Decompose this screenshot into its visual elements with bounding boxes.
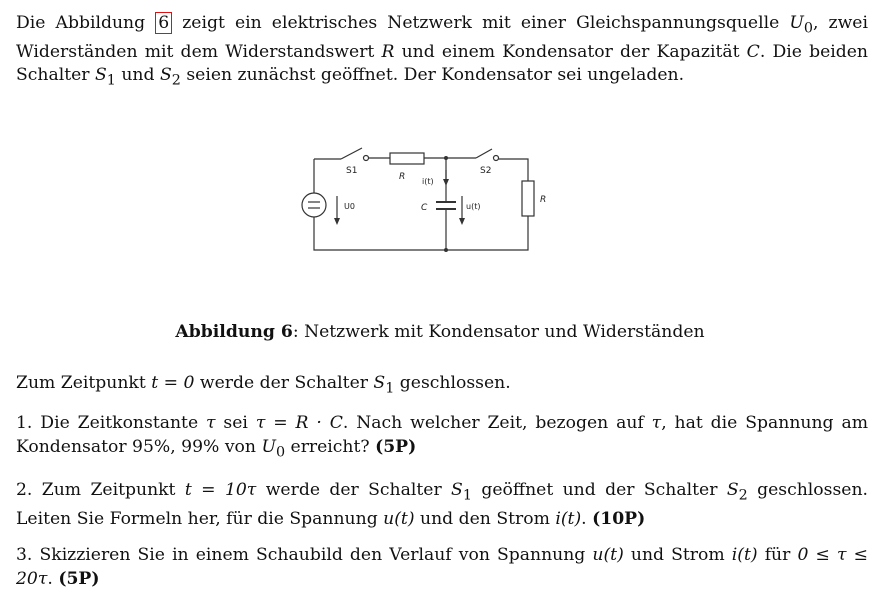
math-expression: u(t) — [592, 545, 624, 565]
intro-text: und einem Kondensator der Kapazität — [394, 41, 747, 62]
math-symbol: R — [381, 41, 395, 62]
math-expression: t = 10τ — [184, 480, 257, 500]
intro-text: zeigt ein elektrisches Netzwerk mit einer Gleichspannungsquelle — [172, 13, 790, 33]
junction-dot-top — [444, 156, 448, 160]
math-symbol: S — [373, 373, 386, 393]
math-symbol: U — [261, 436, 276, 457]
question-text: . Nach welcher Zeit, bezogen auf — [342, 413, 652, 433]
paragraph-text: geschlossen. — [394, 373, 511, 393]
question-text: werde der Schalter — [256, 480, 452, 500]
switch-s1-blade — [341, 148, 362, 159]
switch-s2-contact — [494, 156, 499, 161]
question-text: und den Strom — [414, 508, 556, 529]
math-expression: u(t) — [383, 508, 415, 529]
label-r-top: R — [399, 172, 406, 182]
intro-text: . Die beiden Schalter — [16, 41, 868, 86]
intro-text: , zwei Widerständen mit dem Widerstandswert — [16, 13, 868, 62]
math-symbol: S — [726, 480, 739, 500]
question-1 — [16, 412, 868, 464]
question-text: für — [757, 545, 798, 565]
math-subscript: 1 — [385, 380, 395, 397]
math-expression: τ = R · C — [255, 413, 343, 433]
question-text: und Strom — [623, 545, 732, 565]
figure-reference-link[interactable]: 6 — [155, 12, 172, 34]
points-badge: (5P) — [58, 568, 100, 589]
math-subscript: 2 — [171, 72, 181, 89]
label-s1: S1 — [346, 166, 358, 176]
intro-paragraph — [16, 12, 868, 93]
resistor-right — [522, 181, 534, 216]
question-text: erreicht? — [285, 436, 376, 457]
paragraph-time — [16, 372, 868, 401]
question-2 — [16, 479, 868, 531]
question-text: 1. Die Zeitkonstante — [16, 413, 207, 433]
intro-text: und — [115, 65, 160, 86]
label-current: i(t) — [422, 177, 434, 186]
question-text: geöffnet und der Schalter — [471, 480, 727, 500]
paragraph-text: Zum Zeitpunkt — [16, 373, 152, 393]
resistor-top — [390, 153, 424, 164]
circuit-diagram — [296, 146, 566, 266]
math-symbol: C — [746, 41, 760, 62]
math-subscript: 0 — [803, 20, 813, 37]
question-text: . — [47, 568, 59, 589]
paragraph-text: werde der Schalter — [194, 373, 374, 393]
voltage-source — [302, 193, 326, 217]
label-s2: S2 — [480, 166, 492, 176]
question-text: 2. Zum Zeitpunkt — [16, 480, 185, 500]
question-3 — [16, 544, 868, 591]
figure-caption — [0, 322, 880, 342]
caption-label: Abbildung 6 — [175, 322, 293, 342]
math-subscript: 0 — [275, 443, 286, 460]
caption-text: : Netzwerk mit Kondensator und Widerständen — [292, 322, 705, 342]
junction-dot-bottom — [444, 248, 448, 252]
math-symbol: τ — [651, 413, 662, 433]
math-symbol: τ — [206, 413, 216, 433]
math-symbol: S — [159, 65, 172, 86]
math-symbol: U — [789, 13, 804, 33]
math-expression: i(t) — [731, 545, 758, 565]
switch-s2-blade — [476, 149, 492, 158]
question-text: sei — [215, 413, 256, 433]
label-capacitor: C — [421, 203, 428, 213]
switch-s1-contact — [364, 156, 369, 161]
points-badge: (10P) — [592, 508, 646, 529]
math-expression: i(t) — [555, 508, 582, 529]
question-text: geschlossen. Leiten Sie Formeln her, für die Spannung — [16, 480, 868, 529]
question-text: 3. Skizzieren Sie in einem Schaubild den Verlauf von Spannung — [16, 545, 593, 565]
intro-text: seien zunächst geöffnet. Der Kondensator sei ungeladen. — [180, 65, 685, 86]
math-subscript: 1 — [106, 72, 116, 89]
label-voltage: u(t) — [466, 202, 481, 211]
math-subscript: 1 — [462, 487, 472, 504]
points-badge: (5P) — [375, 436, 417, 457]
label-r-right: R — [540, 195, 547, 205]
math-expression: 0 ≤ τ ≤ 20τ — [16, 545, 868, 589]
question-text: , hat die Spannung am Kondensator 95%, 99% von — [16, 413, 868, 457]
math-symbol: S — [94, 65, 107, 86]
math-expression: t = 0 — [151, 373, 195, 393]
math-symbol: S — [451, 480, 463, 500]
math-subscript: 2 — [738, 487, 748, 504]
label-u0: U0 — [344, 202, 355, 211]
intro-text: Die Abbildung — [16, 13, 156, 33]
question-text: . — [581, 508, 593, 529]
